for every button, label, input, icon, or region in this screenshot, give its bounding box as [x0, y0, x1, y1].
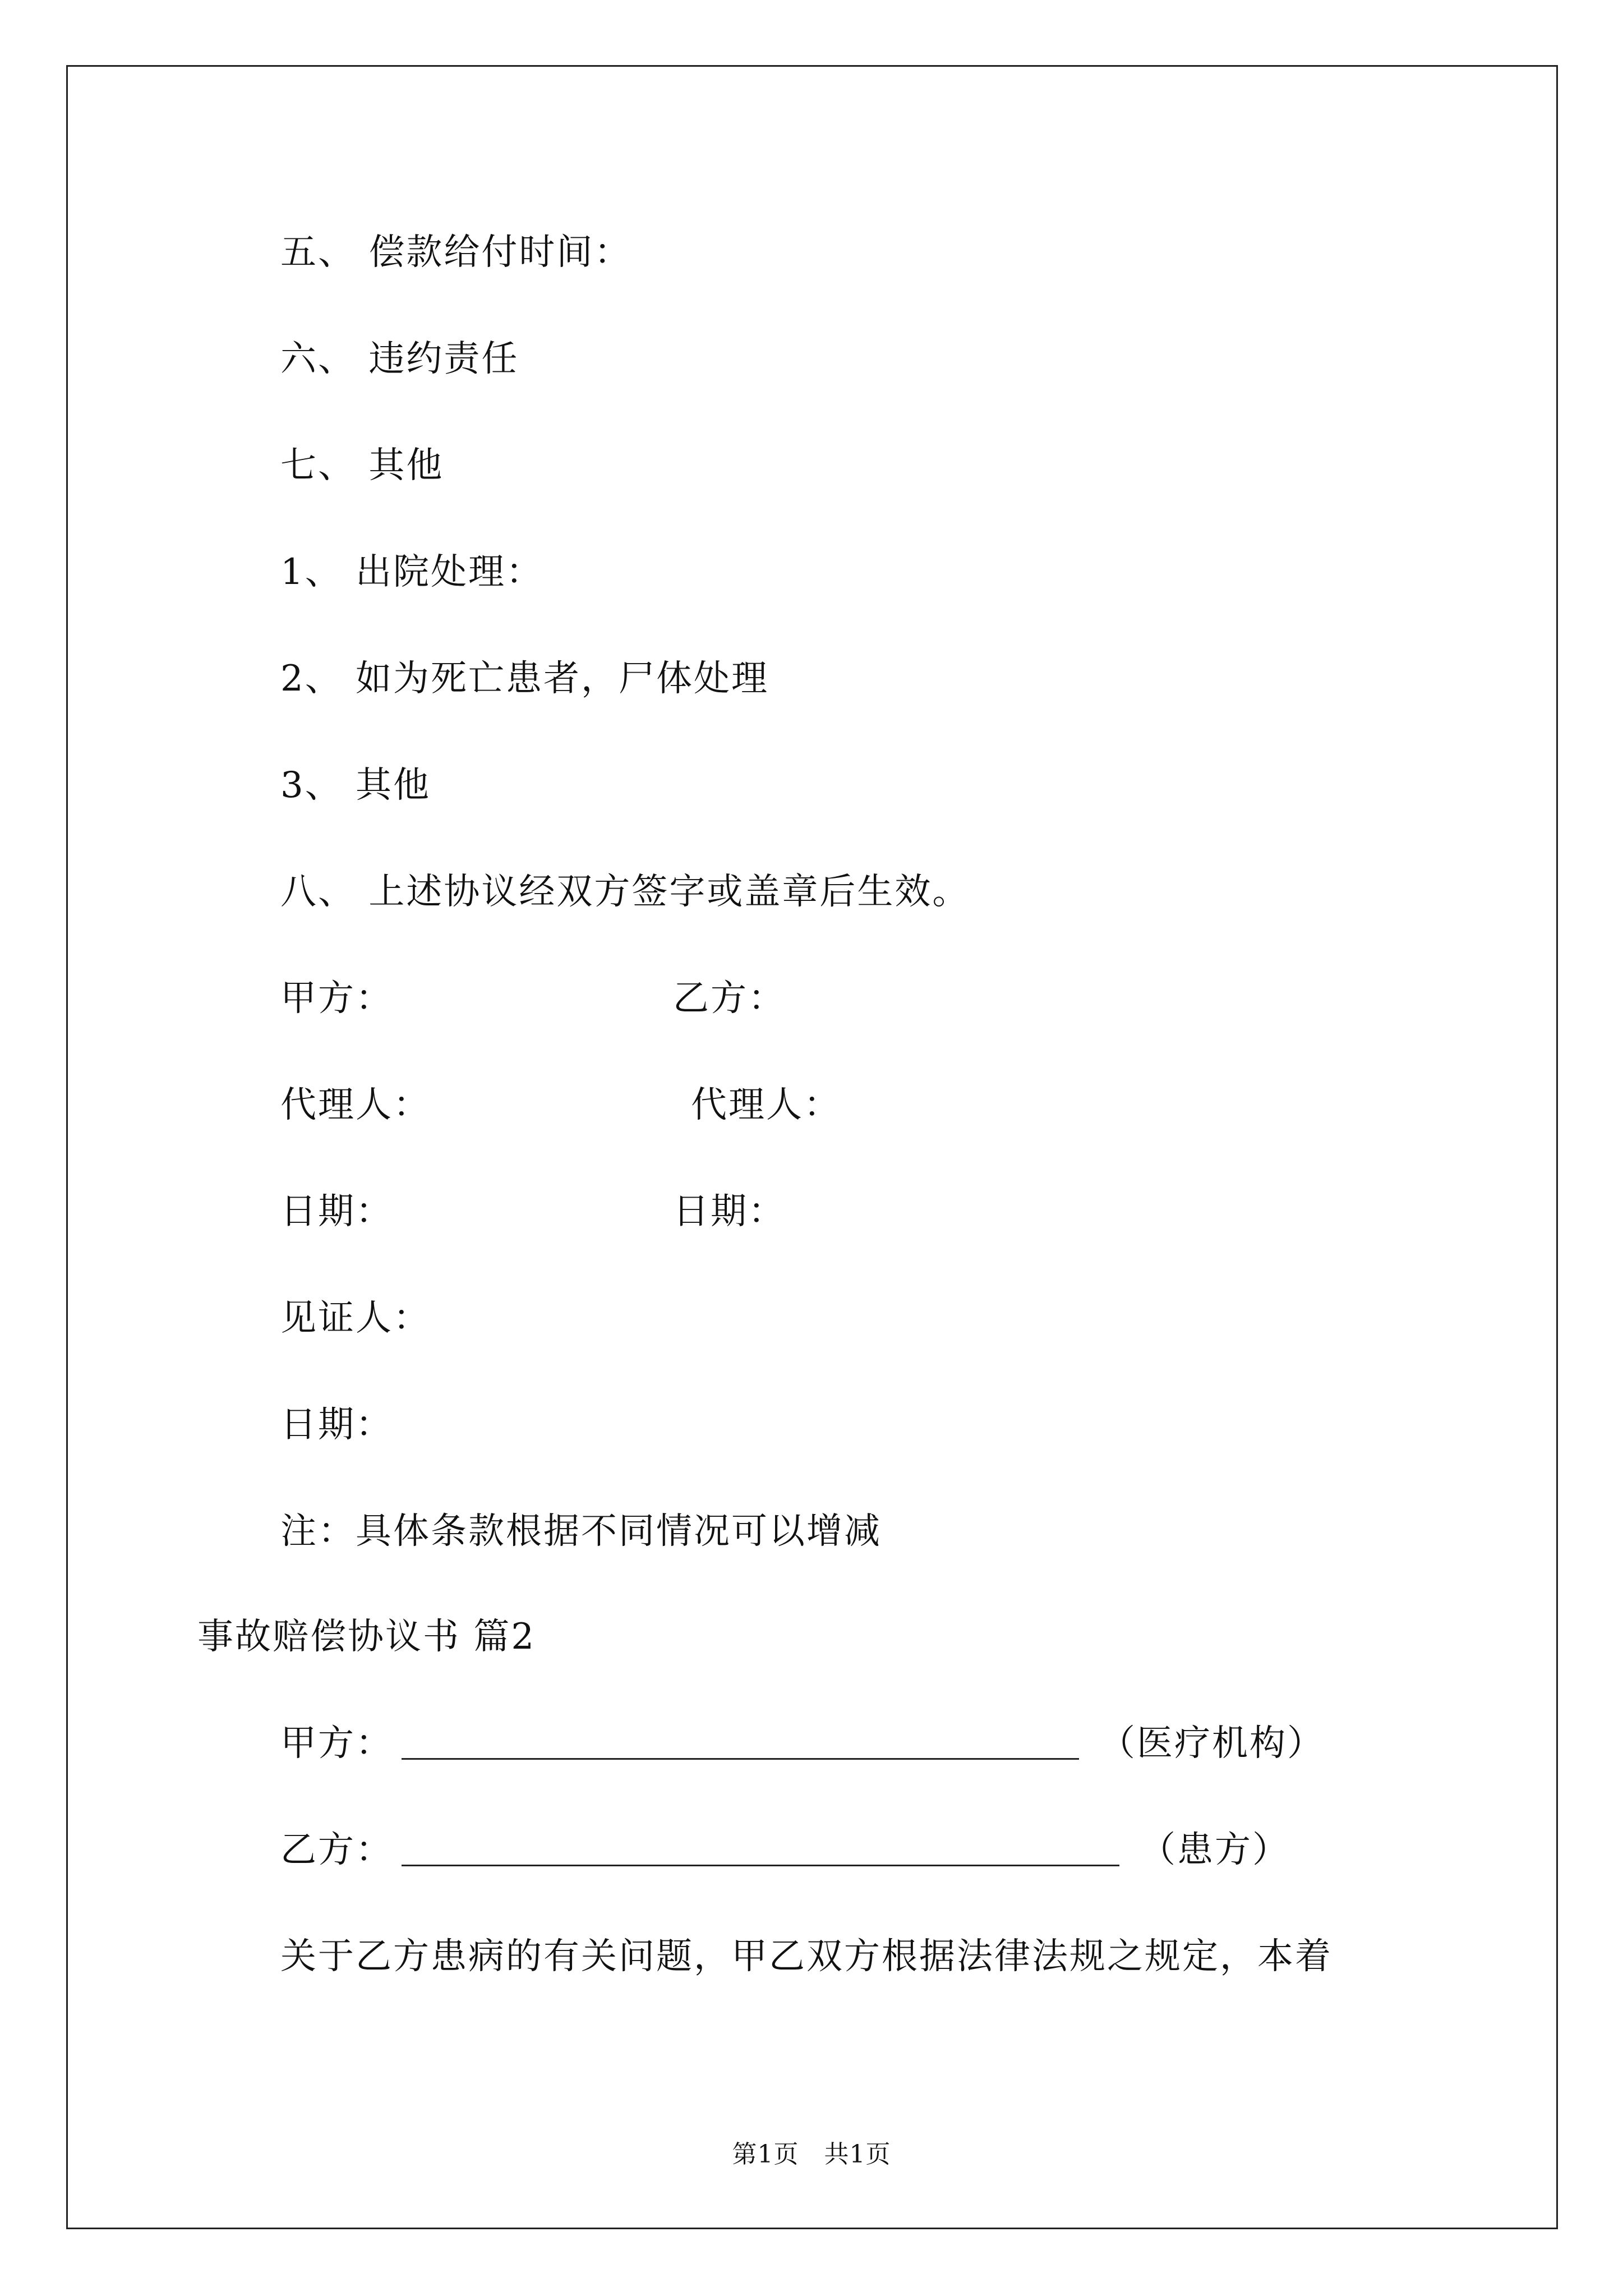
sub-clause-1: 1、 出院处理： — [280, 551, 544, 593]
section-title: 事故赔偿协议书 篇2 — [197, 1616, 536, 1658]
sub-clause-3: 3、 其他 — [280, 765, 431, 806]
agent-b-label: 代理人： — [691, 1084, 841, 1126]
page-border — [66, 65, 1558, 2229]
sub-clause-2: 2、 如为死亡患者，尸体处理 — [280, 658, 769, 700]
party-a-label: 甲方： — [280, 1723, 393, 1764]
clause-5: 五、 偿款给付时间： — [280, 232, 632, 273]
party-b-label: 乙方： — [280, 1829, 393, 1871]
witness-label: 见证人： — [280, 1297, 431, 1339]
note: 注：具体条款根据不同情况可以增减 — [280, 1511, 882, 1552]
clause-6: 六、 违约责任 — [280, 338, 519, 380]
party-b-signature-label: 乙方： — [673, 978, 786, 1019]
date-a-label: 日期： — [280, 1191, 393, 1232]
intro-paragraph: 关于乙方患病的有关问题，甲乙双方根据法律法规之规定，本着 — [280, 1936, 1332, 1977]
party-b-blank[interactable] — [402, 1865, 1119, 1866]
party-b-role: （患方） — [1140, 1829, 1290, 1871]
page-footer: 第1页 共1页 — [732, 2140, 891, 2169]
party-a-role: （医疗机构） — [1099, 1723, 1325, 1764]
agent-a-label: 代理人： — [280, 1084, 431, 1126]
clause-7: 七、 其他 — [280, 445, 444, 486]
clause-8: 八、 上述协议经双方签字或盖章后生效。 — [280, 871, 970, 913]
party-a-blank[interactable] — [402, 1758, 1079, 1760]
party-a-signature-label: 甲方： — [280, 978, 393, 1019]
witness-date-label: 日期： — [280, 1404, 393, 1446]
date-b-label: 日期： — [673, 1191, 786, 1232]
